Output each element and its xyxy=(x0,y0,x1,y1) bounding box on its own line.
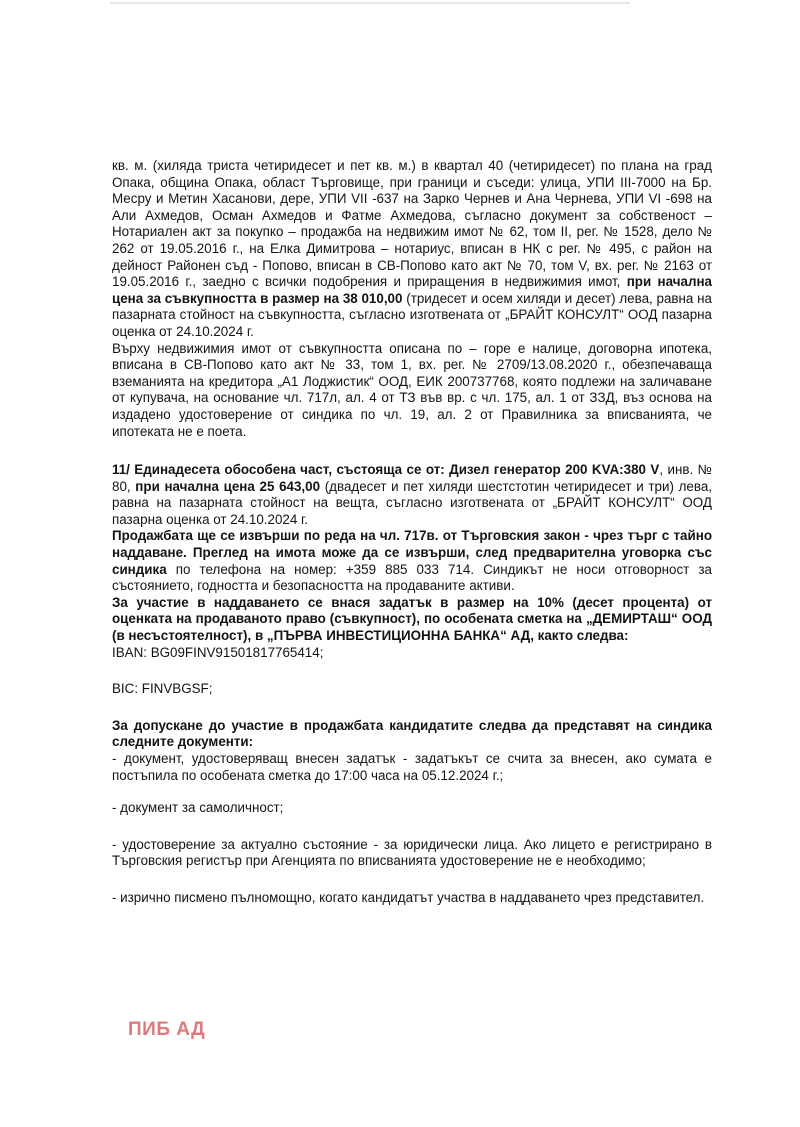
starting-price-bold: при начална цена за съвкупността в размер на 38 010,00 xyxy=(112,274,712,306)
iban-line: IBAN: BG09FINV91501817765414; xyxy=(112,644,324,660)
lot-title-bold: 11/ Единадесета обособена част, състояща се от: Дизел генератор 200 KVA:380 V xyxy=(112,462,660,478)
paragraph-required-documents xyxy=(112,718,712,751)
list-item-deposit-document: - документ, удостоверяващ внесен задатък - задатъкът се счита за внесен, ако сумата е постъпила по особената сметка до 17:00 часа на 05.12.2024 г.; xyxy=(112,751,712,783)
procedure-bold: Продажбата ще се извърши по реда на чл. 717в. от Търговския закон - чрез търг с тайно наддаване. Преглед на имота може да се извърши, след предварителна уговорка със синдика xyxy=(112,528,712,577)
paragraph-deposit xyxy=(112,595,712,645)
paragraph-mortgage: Върху недвижимия имот от съвкупността описана по – горе е налице, договорна ипотека, вписана в СВ-Попово като акт № 33, том 1, вх. рег. № 2709/13.08.2020 г., обезпечаваща вземанията на кредитора „А1 Лоджистик“ ООД, ЕИК 200737768, която подлежи на заличаване от купувача, на основание чл. 717л, ал. 4 от ТЗ във вр. с чл. 175, ал. 1 от ЗЗД, въз основа на издадено удостоверение от синдика по чл. 19, ал. 2 от Правилника за вписванията, че ипотеката не е поета. xyxy=(112,340,712,439)
text-span: , инв. № 80, xyxy=(112,462,712,494)
text-span: по телефона на номер: +359 885 033 714. Синдикът не носи отговорност за състоянието, годността и безопасността на продаваните активи. xyxy=(112,561,712,594)
text-span: кв. м. (хиляда триста четиридесет и пет кв. м.) в квартал 40 (четиридесет) по плана на град Опака, община Опака, област Търговище, при граници и съседи: улица, УПИ III-7000 на Бр. Месру и Метин Хасанови, дере, УПИ VII -637 на Зарко Чернев и Ана Чернева, УПИ VI -698 на Али Ахмедов, Осман Ахмедов и Фатме Ахмедова, съгласно документ за собственост – Нотариален акт за покупко – продажба на недвижим имот № 62, том II, рег. № 1528, дело № 262 от 19.05.2016 г., на Елка Димитрова – нотариус, вписан в НК с рег. № 495, с район на дейност Районен съд - Попово, вписан в СВ-Попово като акт № 70, том V, вх. рег. № 2163 от 19.05.2016 г., заедно с всички подобрения и приращения в недвижимия имот, xyxy=(112,158,712,290)
scan-artifact xyxy=(110,2,630,4)
paragraph-property-description xyxy=(112,158,712,341)
list-item-identity-document: - документ за самоличност; xyxy=(112,800,284,816)
lot-price-bold: при начална цена 25 643,00 xyxy=(135,478,321,494)
paragraph-lot-11 xyxy=(112,462,712,528)
document-body xyxy=(112,158,712,907)
text-span: (двадесет и пет хиляди шестстотин четиридесет и три) лева, равна на пазарната стойност на вещта, съгласно изготвената от „БРАЙТ КОНСУЛТ“ ООД пазарна оценка от 24.10.2024 г. xyxy=(112,478,712,527)
bic-line: BIC: FINVBGSF; xyxy=(112,681,213,697)
required-docs-bold: За допускане до участие в продажбата кандидатите следва да представят на синдика следните документи: xyxy=(112,717,712,750)
list-item-power-of-attorney: - изрично писмено пълномощно, когато кандидатът участва в наддаването чрез представител. xyxy=(112,889,705,905)
paragraph-sale-procedure xyxy=(112,528,712,594)
text-span: (тридесет и осем хиляди и десет) лева, равна на пазарната стойност на съвкупността, съгласно изготвената от „БРАЙТ КОНСУЛТ“ ООД пазарна оценка от 24.10.2024 г. xyxy=(112,290,712,339)
bank-stamp: ПИБ АД xyxy=(128,1019,206,1040)
list-item-company-status: - удостоверение за актуално състояние - за юридически лица. Ако лицето е регистрирано в Търговския регистър при Агенцията по вписванията удостоверение не е необходимо; xyxy=(112,836,712,869)
deposit-bold: За участие в наддаването се внася задатък в размер на 10% (десет процента) от оценката на продаваното право (съвкупност), по особената сметка на „ДЕМИРТАШ“ ООД (в несъстоятелност), в „ПЪРВА ИНВЕСТИЦИОННА БАНКА“ АД, както следва: xyxy=(112,594,712,644)
